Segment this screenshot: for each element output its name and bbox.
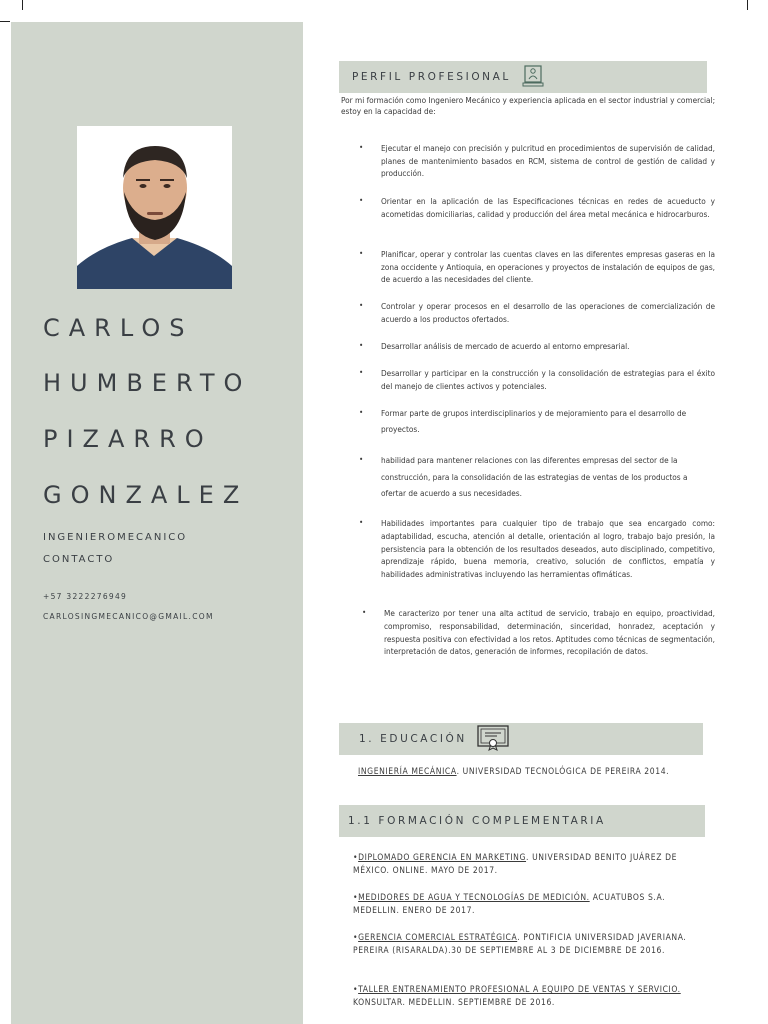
profile-bullet xyxy=(359,340,715,353)
bullet-dot: • xyxy=(359,518,364,527)
bullet-dot: • xyxy=(353,893,359,903)
profile-bullet-text: Habilidades importantes para cualquier tipo de trabajo que sea encargado como: adaptabilidad, escucha, atención al detalle, orientación al logro, trabajo bajo presión, la persistencia para la obtención de los resultados deseados, auto disciplinado, competitivo, aprendizaje rápido, buena memoria, creativo, solución de conflictos, empatía y habilidades administrativas incluyendo las herramientas ofimáticas. xyxy=(381,518,715,580)
bullet-dot: • xyxy=(353,853,359,863)
profile-bullet xyxy=(359,248,715,286)
profile-bullet-text: habilidad para mantener relaciones con las diferentes empresas del sector de la construcción, para la consolidación de las estrategias de ventas de los productos a ofertar de acuerdo a sus necesidades. xyxy=(381,455,688,498)
bullet-dot: • xyxy=(359,249,364,258)
education-degree: INGENIERÍA MECÁNICA xyxy=(358,767,457,777)
profile-bullet-text: Desarrollar análisis de mercado de acuerdo al entorno empresarial. xyxy=(381,341,630,351)
complementary-item-details: ACUATUBOS S.A. MEDELLIN. ENERO DE 2017. xyxy=(353,893,666,916)
education-details: . UNIVERSIDAD TECNOLÓGICA DE PEREIRA 2014. xyxy=(456,767,670,777)
complementary-item xyxy=(353,852,703,877)
profile-bullet xyxy=(359,452,689,502)
profile-intro: Por mi formación como Ingeniero Mecánico y experiencia aplicada en el sector industrial y comercial; estoy en la capacidad de: xyxy=(341,95,716,116)
complementary-item-title: TALLER ENTRENAMIENTO PROFESIONAL A EQUIPO DE VENTAS Y SERVICIO. xyxy=(358,985,681,995)
profile-bullet xyxy=(359,367,715,392)
email-address[interactable]: CARLOSINGMECANICO@GMAIL.COM xyxy=(43,612,214,621)
complementary-item xyxy=(353,984,703,1009)
education-heading: 1. EDUCACIÓN xyxy=(359,733,467,745)
crop-mark-top-right xyxy=(747,0,748,10)
profile-bullet-text: Planificar, operar y controlar las cuentas claves en las diferentes empresas gaseras en la zona occidente y Antioquia, en operaciones y proyectos de instalación de equipos de gas, de acuerdo a las necesidades del cliente. xyxy=(381,249,715,284)
crop-mark-left xyxy=(0,21,10,22)
profile-bullet xyxy=(362,607,715,658)
profile-section-header xyxy=(339,61,707,93)
profile-bullet-text: Formar parte de grupos interdisciplinarios y de mejoramiento para el desarrollo de proyectos. xyxy=(381,408,687,434)
complementary-item-details: . UNIVERSIDAD BENITO JUÁREZ DE MÉXICO. ONLINE. MAYO DE 2017. xyxy=(353,853,678,876)
bullet-dot: • xyxy=(359,368,364,377)
bullet-dot: • xyxy=(353,933,359,943)
bullet-dot: • xyxy=(359,143,364,152)
profile-bullet xyxy=(359,300,715,325)
complementary-item-title: MEDIDORES DE AGUA Y TECNOLOGÍAS DE MEDICIÓN. xyxy=(358,893,590,903)
profile-bullet-text: Desarrollar y participar en la construcción y la consolidación de estrategias para el éxito del manejo de clientes activos y potenciales. xyxy=(381,368,715,391)
profile-heading: PERFIL PROFESIONAL xyxy=(352,71,511,83)
name-line-2: HUMBERTO xyxy=(43,369,252,397)
complementary-heading: 1.1 FORMACIÓN COMPLEMENTARIA xyxy=(348,815,606,827)
complementary-item xyxy=(353,932,703,957)
bullet-dot: • xyxy=(353,985,359,995)
profile-photo xyxy=(77,126,232,289)
bullet-dot: • xyxy=(359,455,364,464)
crop-mark-top-left xyxy=(22,0,23,10)
profile-bullet-text: Controlar y operar procesos en el desarrollo de las operaciones de comercialización de acuerdo a los productos ofertados. xyxy=(381,301,715,324)
person-at-board-icon xyxy=(521,64,545,91)
profile-bullet-text: Me caracterizo por tener una alta actitud de servicio, trabajo en equipo, proactividad, compromiso, responsabilidad, determinación, sinceridad, honradez, aceptación y respuesta positiva con efectividad a los retos. Aptitudes como técnicas de segmentación, interpretación de datos, generación de informes, recopilación de datos. xyxy=(384,608,715,657)
profile-bullet-text: Ejecutar el manejo con precisión y pulcritud en procedimientos de supervisión de calidad, planes de mantenimiento basados en RCM, sistema de control de gestión de calidad y producción. xyxy=(381,143,715,178)
bullet-dot: • xyxy=(359,408,364,417)
phone-number: +57 3222276949 xyxy=(43,592,128,601)
bullet-dot: • xyxy=(359,301,364,310)
name-line-1: CARLOS xyxy=(43,314,194,342)
complementary-section-header xyxy=(339,805,705,837)
complementary-item-details: KONSULTAR. MEDELLIN. SEPTIEMBRE DE 2016. xyxy=(353,997,555,1008)
education-entry xyxy=(358,766,708,779)
name-line-3: PIZARRO xyxy=(43,425,213,453)
education-section-header xyxy=(339,723,703,755)
profession-label: INGENIEROMECANICO xyxy=(43,532,188,543)
profile-bullet-text: Orientar en la aplicación de las Especificaciones técnicas en redes de acueducto y acometidas domiciliarias, calidad y producción del área metal mecánica e hidrocarburos. xyxy=(381,196,715,219)
contact-heading: CONTACTO xyxy=(43,554,115,565)
complementary-item-details: . PONTIFICIA UNIVERSIDAD JAVERIANA. PEREIRA (RISARALDA).30 DE SEPTIEMBRE AL 3 DE DICIEMBRE DE 2016. xyxy=(353,933,687,956)
diploma-certificate-icon xyxy=(477,725,509,754)
profile-bullet xyxy=(359,517,715,581)
complementary-item xyxy=(353,892,703,917)
complementary-item-title: DIPLOMADO GERENCIA EN MARKETING xyxy=(358,853,527,863)
profile-bullet xyxy=(359,195,715,220)
profile-bullet xyxy=(359,142,715,180)
bullet-dot: • xyxy=(359,341,364,350)
profile-bullet xyxy=(359,405,715,437)
bullet-dot: • xyxy=(362,608,367,617)
bullet-dot: • xyxy=(359,196,364,205)
name-line-4: GONZALEZ xyxy=(43,481,249,509)
complementary-item-title: GERENCIA COMERCIAL ESTRATÉGICA xyxy=(358,933,518,943)
